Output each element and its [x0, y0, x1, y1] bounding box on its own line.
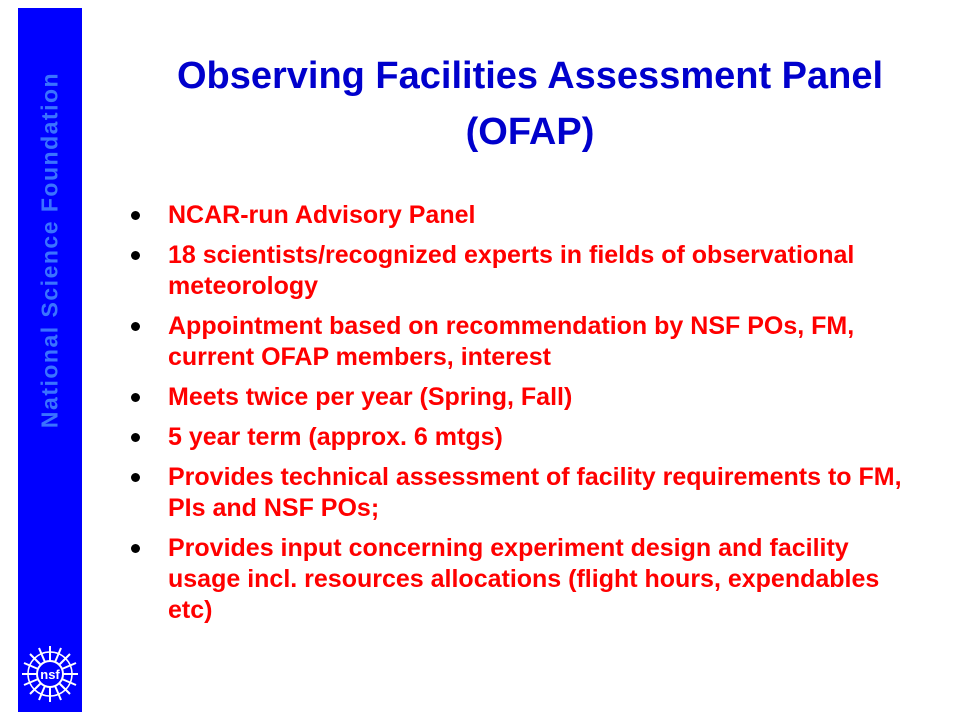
bullet-text: Meets twice per year (Spring, Fall): [168, 383, 573, 411]
slide-title: [100, 48, 960, 160]
bullet-item: [128, 382, 918, 413]
bullet-dot-icon: [131, 544, 140, 553]
sidebar-label: National Science Foundation: [36, 71, 63, 429]
bullet-item: [128, 240, 918, 302]
bullet-dot-icon: [131, 393, 140, 402]
bullet-dot-icon: [131, 322, 140, 331]
bullet-dot-icon: [131, 251, 140, 260]
bullet-dot-icon: [131, 211, 140, 220]
bullet-item: [128, 311, 918, 373]
nsf-logo: [18, 642, 82, 706]
bullet-text: 5 year term (approx. 6 mtgs): [168, 423, 503, 451]
bullet-item: [128, 462, 918, 524]
bullet-text: NCAR-run Advisory Panel: [168, 201, 476, 229]
bullet-text: 18 scientists/recognized experts in fields of observational meteorology: [168, 241, 855, 300]
logo-text: nsf: [40, 667, 60, 682]
bullet-text: Appointment based on recommendation by NSF POs, FM, current OFAP members, interest: [168, 312, 855, 371]
bullet-list: [128, 200, 918, 635]
bullet-item: [128, 422, 918, 453]
bullet-dot-icon: [131, 473, 140, 482]
bullet-text: Provides technical assessment of facility requirements to FM, PIs and NSF POs;: [168, 463, 902, 522]
bullet-text: Provides input concerning experiment design and facility usage incl. resources allocations (flight hours, expendables etc): [168, 534, 880, 624]
title-line-1: Observing Facilities Assessment Panel: [176, 55, 884, 97]
bullet-item: [128, 533, 918, 626]
title-line-2: (OFAP): [465, 111, 595, 153]
bullet-item: [128, 200, 918, 231]
bullet-dot-icon: [131, 433, 140, 442]
